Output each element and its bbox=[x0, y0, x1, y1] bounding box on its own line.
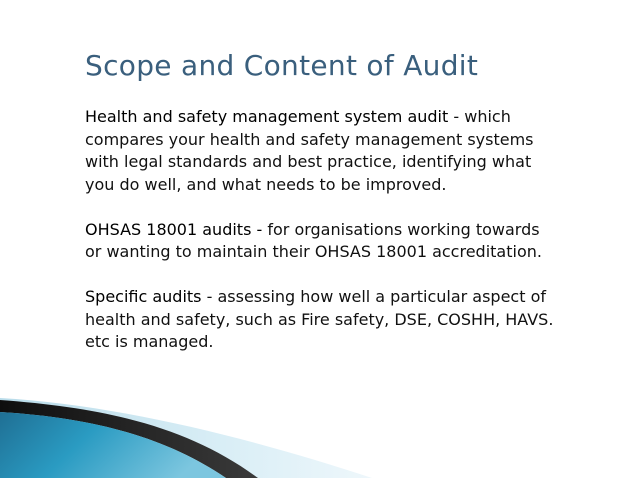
paragraph-lead: OHSAS 18001 audits - bbox=[85, 219, 263, 239]
paragraph-text: - which compares your health and safety management systems with legal standards and best practice, identifying what you do well, and what needs to be improved. bbox=[85, 107, 534, 194]
slide-title: Scope and Content of Audit bbox=[85, 49, 479, 82]
paragraph-text: for organisations working towards or wanting to maintain their OHSAS 18001 accreditation. bbox=[85, 219, 542, 261]
paragraph-lead: Health and safety management system audit bbox=[85, 107, 449, 126]
paragraph-text: - assessing how well a particular aspect of health and safety, such as Fire safety, DSE, COSHH, HAVS. etc is managed. bbox=[85, 287, 554, 351]
paragraph-lead: Specific audits bbox=[85, 287, 202, 306]
